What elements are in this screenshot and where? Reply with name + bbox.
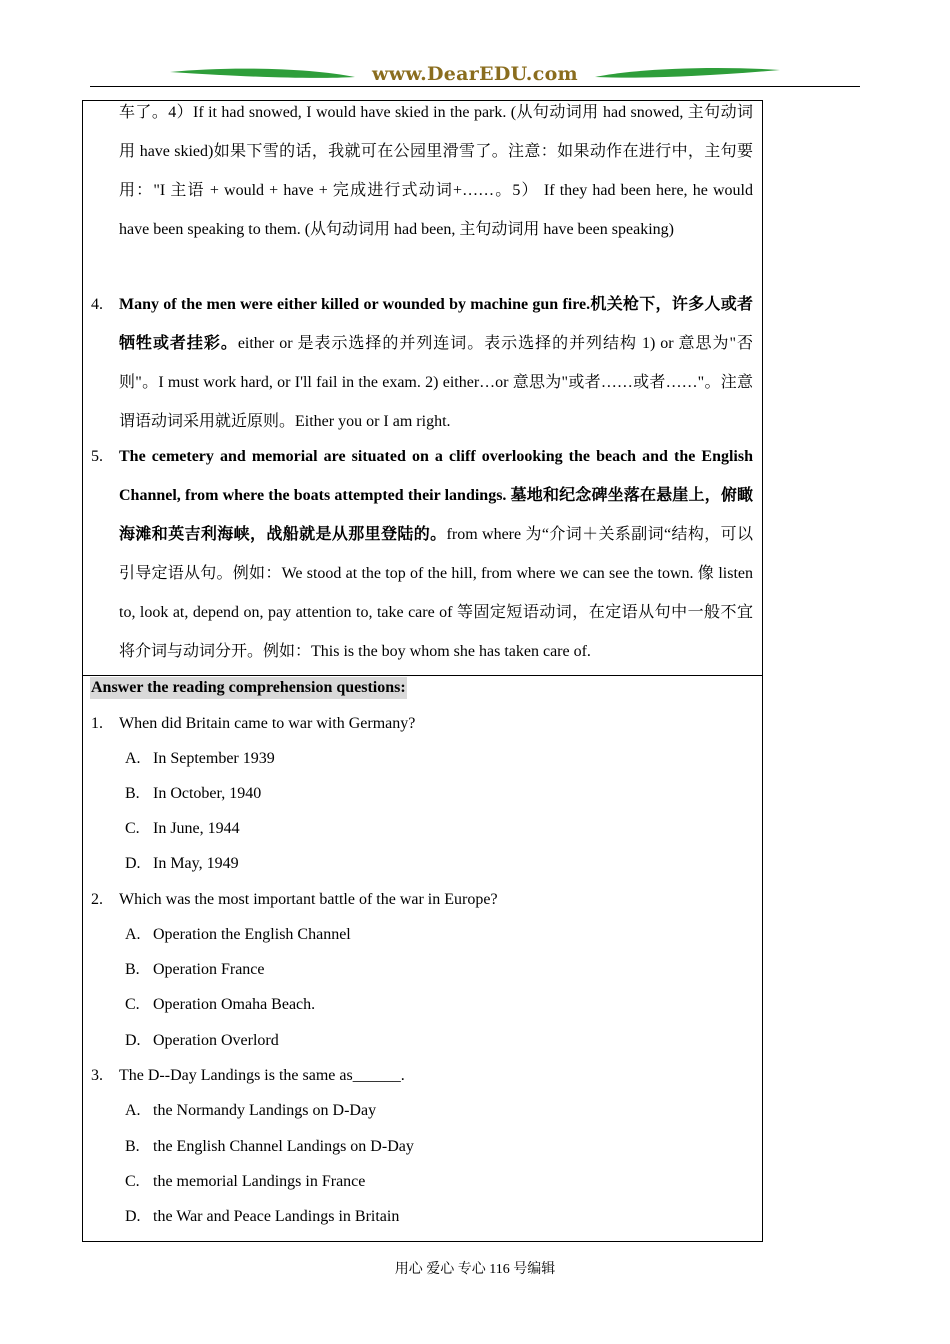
- q1-option-c[interactable]: In June, 1944: [153, 820, 240, 837]
- note-item-3-continued: 车了。4）If it had snowed, I would have skied in the park. (从句动词用 had snowed, 主句动词用 have skied)如果下雪的话，我就可在公园里滑雪了。注意：如果动作在进行中，主句要用："I 主语 + would + have + 完成进行式动词+……。5） If they had been here, he would have been speaking to them. (从句动词用 had been, 主句动词用 have been speaking): [119, 104, 753, 238]
- q3-option-d-letter: D.: [125, 1208, 141, 1225]
- note-item-5-number: 5.: [91, 448, 103, 465]
- note-item-4: [119, 285, 753, 441]
- page-footer: 用心 爱心 专心 116 号编辑: [394, 1262, 556, 1277]
- q3-option-d[interactable]: the War and Peace Landings in Britain: [153, 1208, 400, 1225]
- reading-heading: Answer the reading comprehension questions:: [90, 677, 407, 699]
- question-3-text: The D--Day Landings is the same as______.: [119, 1067, 405, 1084]
- question-1-text: When did Britain came to war with Germany?: [119, 715, 416, 732]
- q3-option-a[interactable]: the Normandy Landings on D-Day: [153, 1102, 377, 1119]
- note-item-5-explanation: from where 为“介词＋关系副词“结构，可以引导定语从句。例如：We stood at the top of the hill, from where we can see the town. 像 listen to, look at, depend on, pay attention to, take care of 等固定短语动词，在定语从句中一般不宜将介词与动词分开。例如：This is the boy whom she has taken care of.: [119, 526, 753, 660]
- q3-option-a-letter: A.: [125, 1102, 141, 1119]
- q2-option-b[interactable]: Operation France: [153, 961, 265, 978]
- q2-option-d[interactable]: Operation Overlord: [153, 1032, 279, 1049]
- q2-option-c-letter: C.: [125, 996, 140, 1013]
- header-divider: [90, 86, 860, 87]
- note-item-4-sentence: Many of the men were either killed or wounded by machine gun fire.机关枪下，许多人或者牺牲或者挂彩。: [119, 296, 753, 352]
- question-2-text: Which was the most important battle of the war in Europe?: [119, 891, 498, 908]
- q1-option-d[interactable]: In May, 1949: [153, 855, 239, 872]
- q2-option-a[interactable]: Operation the English Channel: [153, 926, 351, 943]
- q3-option-c-letter: C.: [125, 1173, 140, 1190]
- q3-option-b-letter: B.: [125, 1138, 140, 1155]
- site-name[interactable]: www.DearEDU.com: [372, 63, 578, 85]
- question-3-number: 3.: [91, 1067, 103, 1084]
- q1-option-b[interactable]: In October, 1940: [153, 785, 262, 802]
- q2-option-b-letter: B.: [125, 961, 140, 978]
- q2-option-c[interactable]: Operation Omaha Beach.: [153, 996, 316, 1013]
- q3-option-c[interactable]: the memorial Landings in France: [153, 1173, 366, 1190]
- question-2-number: 2.: [91, 891, 103, 908]
- q1-option-c-letter: C.: [125, 820, 140, 837]
- note-item-5-sentence: The cemetery and memorial are situated on a cliff overlooking the beach and the English Channel, from where the boats attempted their landings. 墓地和纪念碑坐落在悬崖上，俯瞰海滩和英吉利海峡，战船就是从那里登陆的。: [119, 448, 753, 543]
- q1-option-a-letter: A.: [125, 750, 141, 767]
- question-1-number: 1.: [91, 715, 103, 732]
- q2-option-d-letter: D.: [125, 1032, 141, 1049]
- q1-option-a[interactable]: In September 1939: [153, 750, 275, 767]
- q2-option-a-letter: A.: [125, 926, 141, 943]
- note-item-5: [119, 437, 753, 671]
- note-item-4-number: 4.: [91, 296, 103, 313]
- q3-option-b[interactable]: the English Channel Landings on D-Day: [153, 1138, 414, 1155]
- q1-option-d-letter: D.: [125, 855, 141, 872]
- q1-option-b-letter: B.: [125, 785, 140, 802]
- note-item-4-explanation: either or 是表示选择的并列连词。表示选择的并列结构 1) or 意思为"否则"。I must work hard, or I'll fail in the exam. 2) either…or 意思为"或者……或者……"。注意谓语动词采用就近原则。Either you or I am right.: [119, 335, 753, 430]
